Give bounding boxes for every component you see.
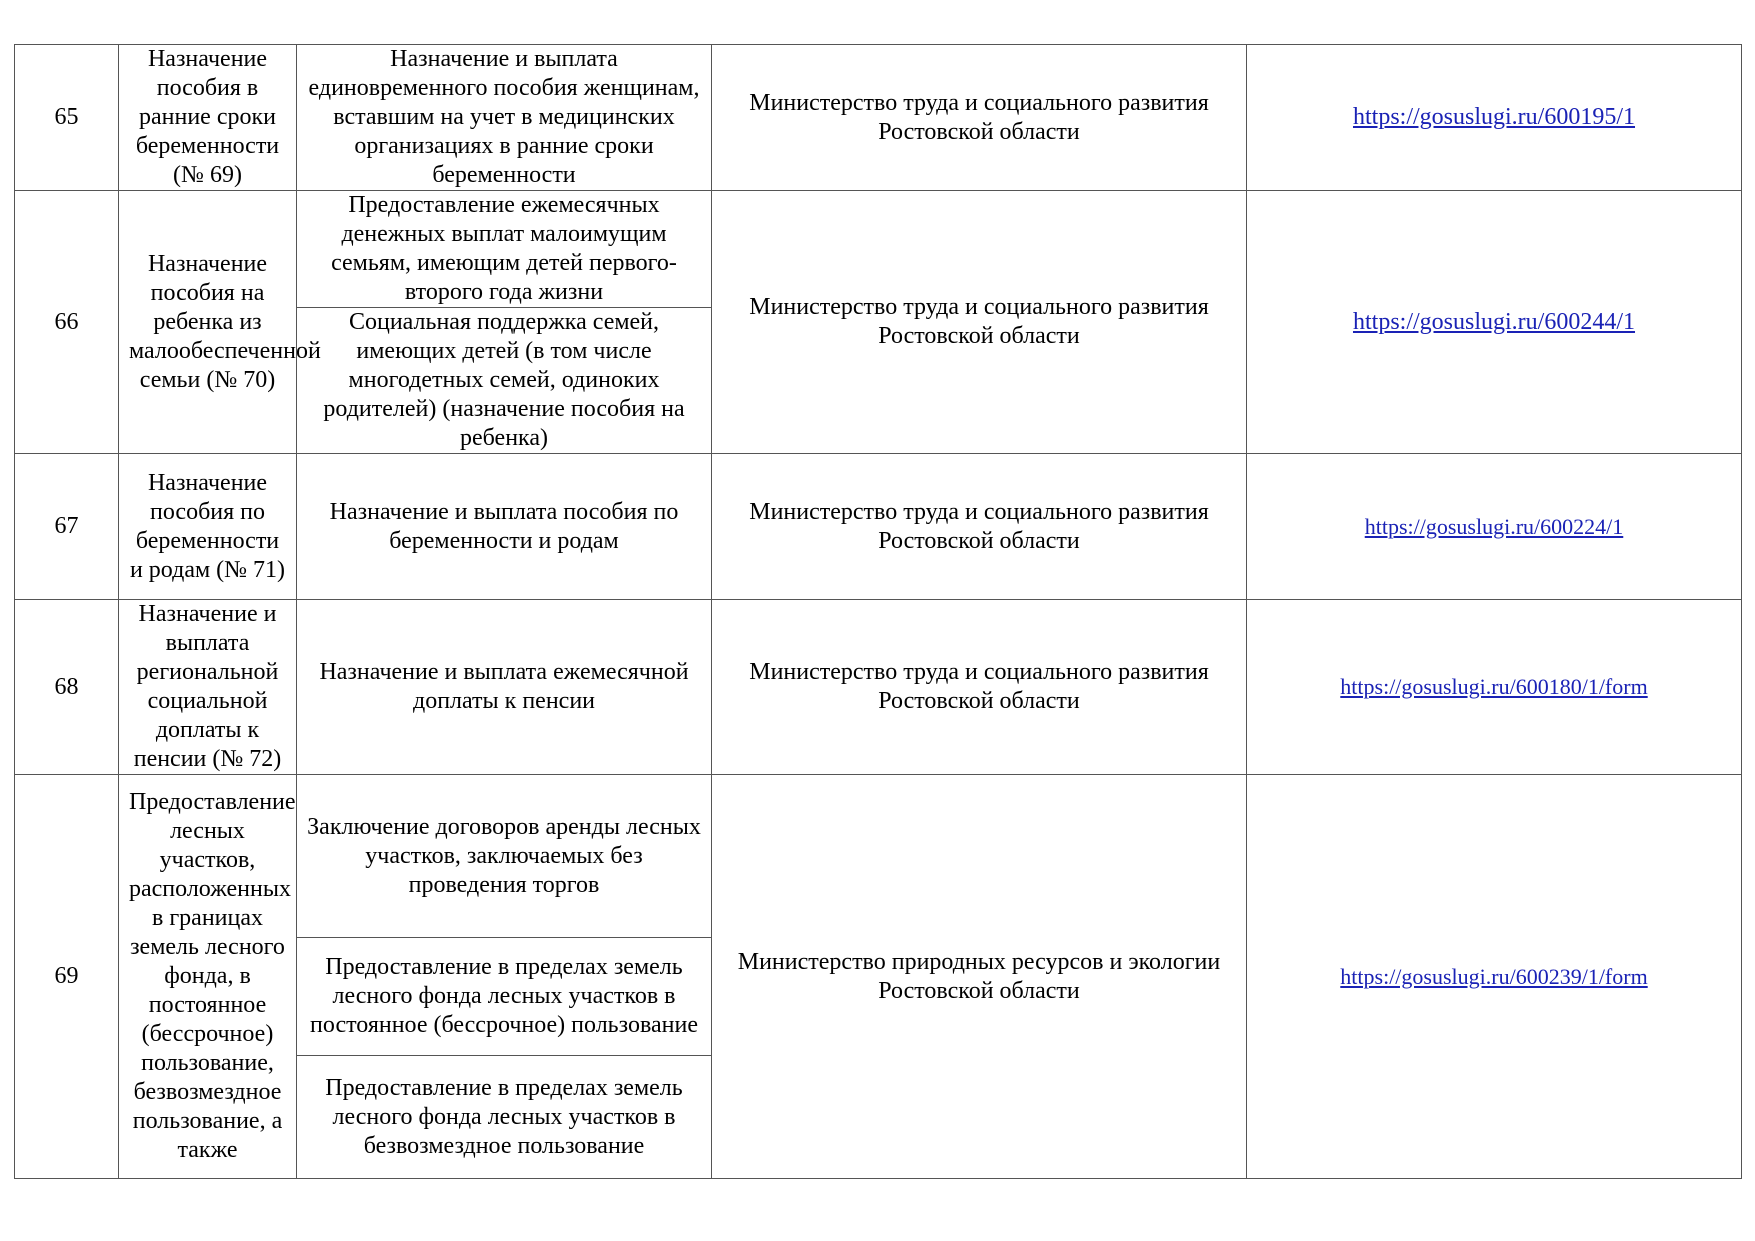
ministry: Министерство труда и социального развития Ростовской области <box>712 600 1247 775</box>
table-row <box>15 775 1742 938</box>
row-number: 68 <box>15 600 119 775</box>
row-number: 66 <box>15 191 119 454</box>
table-row <box>15 45 1742 191</box>
subservice: Предоставление в пределах земель лесного фонда лесных участков в безвозмездное пользование <box>297 1056 712 1179</box>
row-number: 67 <box>15 454 119 600</box>
service-name: Предоставление лесных участков, расположенных в границах земель лесного фонда, в постоянное (бессрочное) пользование, безвозмездное пользование, а также <box>119 775 297 1179</box>
service-link[interactable]: https://gosuslugi.ru/600239/1/form <box>1340 963 1648 989</box>
subservice: Назначение и выплата единовременного пособия женщинам, вставшим на учет в медицинских организациях в ранние сроки беременности <box>297 45 712 191</box>
service-name: Назначение пособия по беременности и родам (№ 71) <box>119 454 297 600</box>
service-name: Назначение и выплата региональной социальной доплаты к пенсии (№ 72) <box>119 600 297 775</box>
row-number: 65 <box>15 45 119 191</box>
link-cell <box>1247 45 1742 191</box>
link-cell <box>1247 775 1742 1179</box>
table-row <box>15 600 1742 775</box>
service-link[interactable]: https://gosuslugi.ru/600195/1 <box>1352 104 1636 130</box>
ministry: Министерство труда и социального развития Ростовской области <box>712 45 1247 191</box>
subservice: Предоставление в пределах земель лесного фонда лесных участков в постоянное (бессрочное) пользование <box>297 938 712 1056</box>
link-cell <box>1247 191 1742 454</box>
services-table <box>14 44 1742 1179</box>
table-row <box>15 191 1742 308</box>
row-number: 69 <box>15 775 119 1179</box>
link-cell <box>1247 454 1742 600</box>
link-cell <box>1247 600 1742 775</box>
subservice: Назначение и выплата пособия по беременности и родам <box>297 454 712 600</box>
ministry: Министерство природных ресурсов и экологии Ростовской области <box>712 775 1247 1179</box>
subservice: Заключение договоров аренды лесных участков, заключаемых без проведения торгов <box>297 775 712 938</box>
subservice: Назначение и выплата ежемесячной доплаты к пенсии <box>297 600 712 775</box>
ministry: Министерство труда и социального развития Ростовской области <box>712 454 1247 600</box>
service-name: Назначение пособия на ребенка из малообеспеченной семьи (№ 70) <box>119 191 297 454</box>
service-name: Назначение пособия в ранние сроки беременности (№ 69) <box>119 45 297 191</box>
ministry: Министерство труда и социального развития Ростовской области <box>712 191 1247 454</box>
service-link[interactable]: https://gosuslugi.ru/600224/1 <box>1364 513 1624 539</box>
subservice: Социальная поддержка семей, имеющих детей (в том числе многодетных семей, одиноких родителей) (назначение пособия на ребенка) <box>297 308 712 454</box>
service-link[interactable]: https://gosuslugi.ru/600244/1 <box>1352 308 1636 335</box>
service-link[interactable]: https://gosuslugi.ru/600180/1/form <box>1340 674 1648 699</box>
subservice: Предоставление ежемесячных денежных выплат малоимущим семьям, имеющим детей первого-второго года жизни <box>297 191 712 308</box>
table-row <box>15 454 1742 600</box>
